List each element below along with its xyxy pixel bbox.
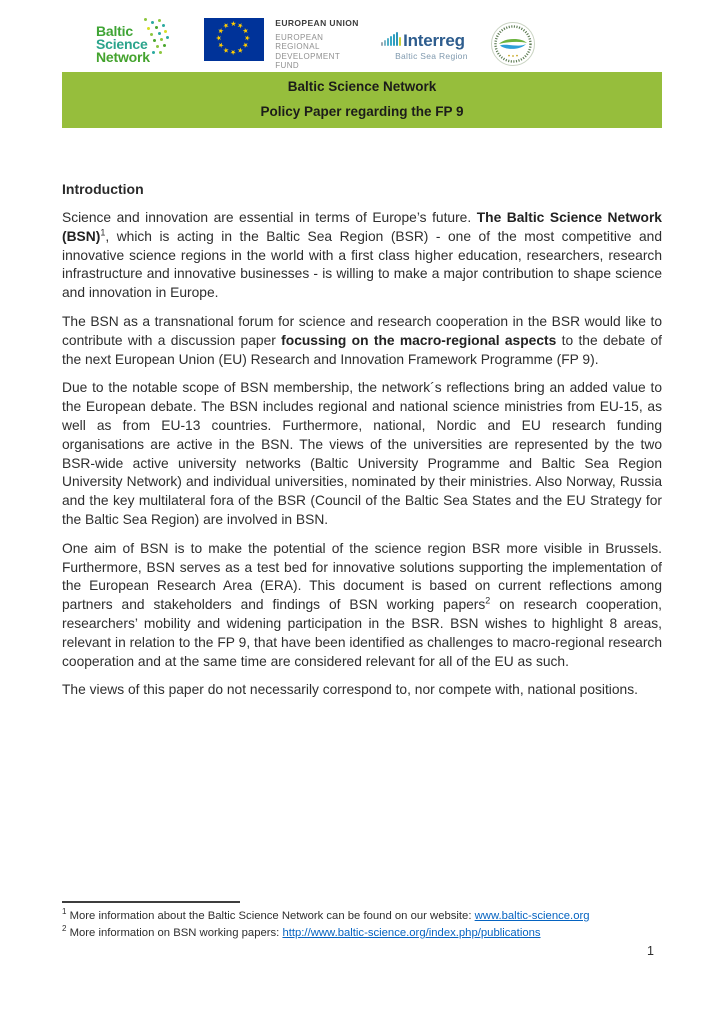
page-number: 1 [647, 944, 654, 958]
footnote-separator [62, 901, 240, 903]
paragraph: Science and innovation are essential in terms of Europe’s future. The Baltic Science Network (BSN)$^1$, which is acting in the Baltic Sea Region (BSR) - one of the most competitive and innovative science regions in the world with a first class higher education, researchers, research infrastructure and innovative businesses - is willing to make a major contribution to shape science and innovation in Europe. [62, 210, 662, 301]
eu-erdf-logo [204, 18, 359, 71]
eu-logo-text [275, 18, 359, 71]
bsn-logo-text: Network [96, 48, 150, 65]
document-body [62, 181, 662, 710]
bsn-logo-text: Baltic [96, 22, 133, 39]
erdf-label: EUROPEAN REGIONAL DEVELOPMENT FUND [275, 32, 341, 70]
eu-union-label: EUROPEAN UNION [275, 17, 359, 28]
interreg-wordmark: Interreg [403, 30, 465, 50]
title-band [62, 72, 662, 128]
paragraph: One aim of BSN is to make the potential of the science region BSR more visible in Brussels. Furthermore, BSN serves as a test bed for innovative solutions supporting the implementation of the European Research Area (ERA). This document is based on current reflections among partners and stakeholders and findings of BSN working papers$^2$ on research cooperation, researchers’ mobility and widening participation in the BSR. BSN wishes to highlight 8 areas, relevant in relation to the FP 9, that have been identified as challenges to macro-regional research cooperation and at the same time are considered relevant for all of the EU as such. [62, 540, 662, 669]
bsn-logo-text: Science [96, 35, 148, 52]
footnote-link[interactable]: www.baltic-science.org [474, 910, 590, 922]
interreg-logo [381, 28, 468, 61]
document-title: Policy Paper regarding the FP 9 [260, 104, 464, 119]
paragraph: The BSN as a transnational forum for science and research cooperation in the BSR would like to contribute with a discussion paper focussing on the macro-regional aspects to the debate of the next European Union (EU) Research and Innovation Framework Programme (FP 9). [62, 313, 663, 367]
eu-flag-icon: ★ ★ ★ ★ ★ ★ ★ ★ ★ ★ ★ ★ [204, 18, 264, 61]
section-heading: Introduction [62, 181, 144, 197]
footnote-link[interactable]: http://www.baltic-science.org/index.php/publications [282, 927, 541, 939]
baltic-science-network-logo [96, 22, 182, 65]
paragraph: The views of this paper do not necessarily correspond to, nor compete with, national positions. [62, 682, 638, 698]
footnote: $^1$ More information about the Baltic Science Network can be found on our website: www.baltic-science.org [62, 907, 590, 922]
footnotes [62, 908, 662, 942]
footnote: $^2$ More information on BSN working papers: http://www.baltic-science.org/index.php/publications [62, 924, 541, 939]
logo-row [96, 17, 536, 71]
body-paragraphs [62, 209, 662, 700]
document-org-title: Baltic Science Network [287, 79, 437, 94]
flagship-circular-logo [490, 21, 536, 67]
footnote-block [62, 901, 662, 942]
interreg-bars-icon [381, 32, 401, 46]
paragraph: Due to the notable scope of BSN membership, the network´s reflections bring an added value to the European debate. The BSN includes regional and national science ministries from EU-15, as well as from EU-13 countries. Furthermore, national, Nordic and EU research funding organisations are active in the BSN. The views of the universities are represented by the two BSR-wide active university networks (Baltic University Programme and Baltic Sea Region University Network) and individual universities, nominated by their ministries. Also Norway, Russia and the key multilateral fora of the BSR (Council of the Baltic Sea States and the EU Strategy for the Baltic Sea Region) are involved in BSN. [62, 380, 662, 527]
interreg-region-label: Baltic Sea Region [395, 50, 468, 61]
bsn-dots-icon [144, 18, 147, 21]
